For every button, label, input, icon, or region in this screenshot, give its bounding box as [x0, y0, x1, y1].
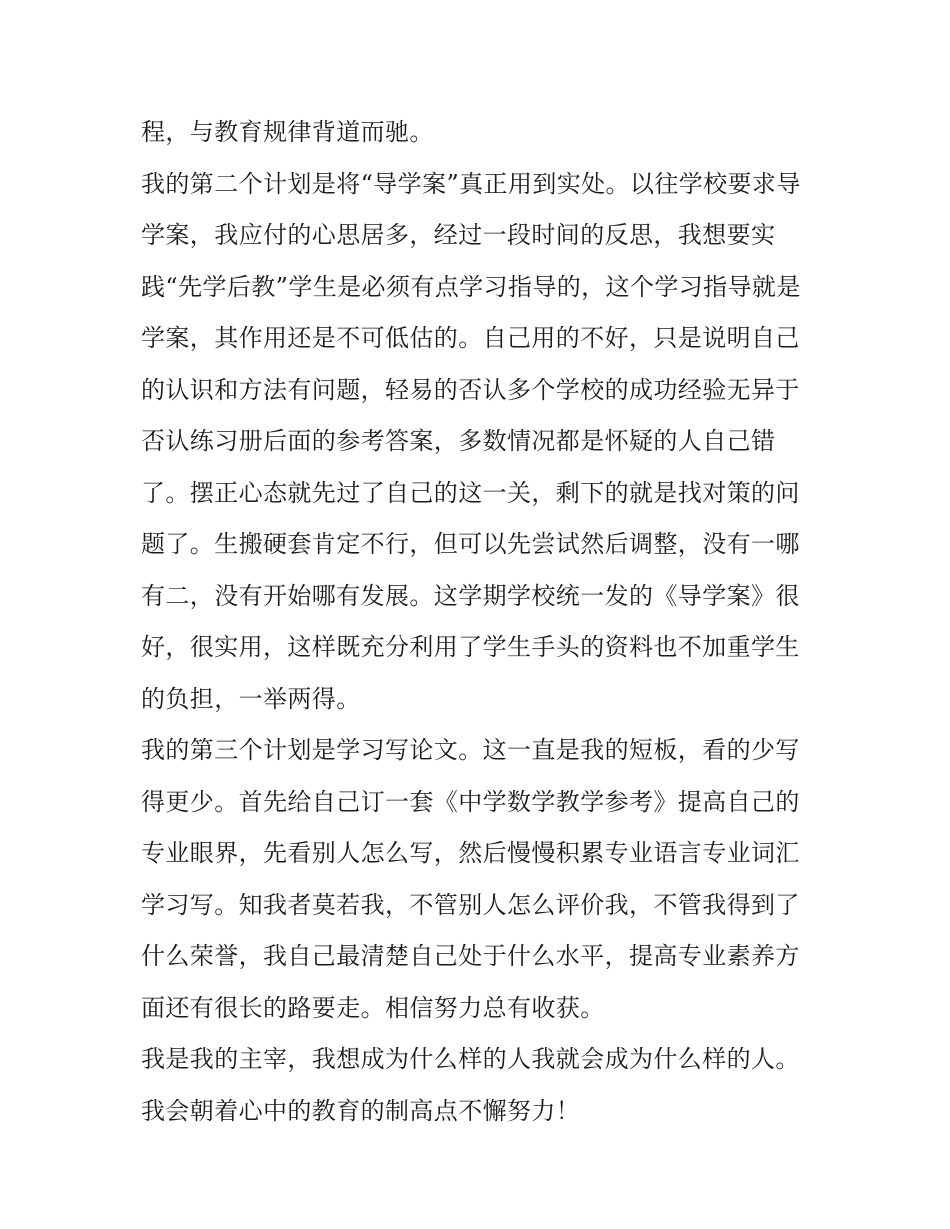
- text-line: 好，很实用，这样既充分利用了学生手头的资料也不加重学生: [141, 633, 800, 661]
- text-line: 我的第二个计划是将“导学案”真正用到实处。以往学校要求导: [141, 169, 801, 198]
- text-line: 得更少。首先给自己订一套《中学数学教学参考》提高自己的: [141, 787, 800, 816]
- text-line: 程，与教育规律背道而驰。: [141, 118, 434, 146]
- text-line: 的认识和方法有问题，轻易的否认多个学校的成功经验无异于: [141, 375, 800, 404]
- text-line: 的负担，一举两得。: [141, 684, 361, 713]
- text-line: 面还有很长的路要走。相信努力总有收获。: [141, 993, 605, 1022]
- text-line: 题了。生搬硬套肯定不行，但可以先尝试然后调整，没有一哪: [141, 530, 800, 558]
- text-line: 有二，没有开始哪有发展。这学期学校统一发的《导学案》很: [141, 581, 800, 610]
- text-line: 什么荣誉，我自己最清楚自己处于什么水平，提高专业素养方: [141, 942, 800, 970]
- text-line: 专业眼界，先看别人怎么写，然后慢慢积累专业语言专业词汇: [141, 839, 800, 867]
- text-line: 否认练习册后面的参考答案，多数情况都是怀疑的人自己错: [141, 427, 776, 455]
- text-line: 我会朝着心中的教育的制高点不懈努力！: [141, 1096, 581, 1125]
- document-body: [141, 107, 821, 1137]
- text-line: 践“先学后教”学生是必须有点学习指导的，这个学习指导就是: [141, 272, 801, 301]
- text-line: 了。摆正心态就先过了自己的这一关，剩下的就是找对策的问: [141, 478, 800, 507]
- text-line: 我的第三个计划是学习写论文。这一直是我的短板，看的少写: [141, 736, 800, 764]
- text-line: 学案，我应付的心思居多，经过一段时间的反思，我想要实: [141, 221, 776, 249]
- text-line: 我是我的主宰，我想成为什么样的人我就会成为什么样的人。: [141, 1045, 800, 1073]
- text-line: 学案，其作用还是不可低估的。自己用的不好，只是说明自己: [141, 324, 800, 352]
- text-line: 学习写。知我者莫若我，不管别人怎么评价我，不管我得到了: [141, 890, 800, 919]
